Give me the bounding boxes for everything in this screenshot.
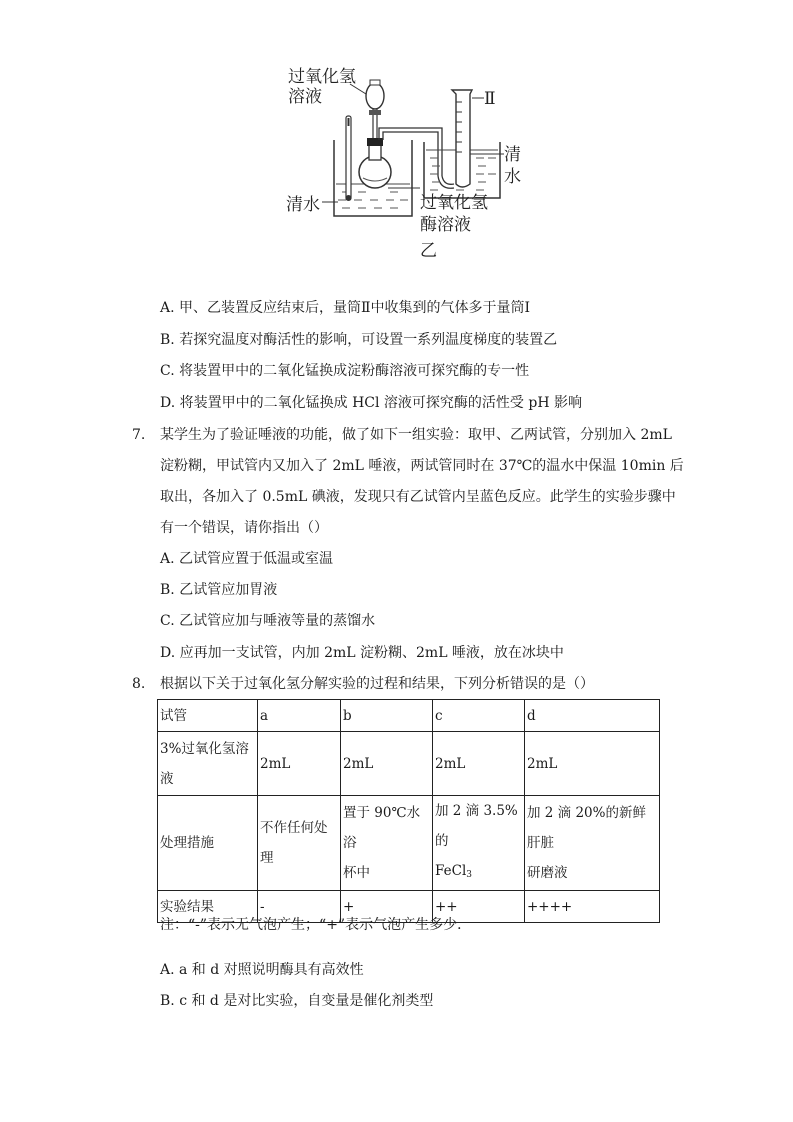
table-cell-h2o2-b: 2mL xyxy=(341,732,433,796)
q7-stem-line1: 某学生为了验证唾液的功能，做了如下一组实验：取甲、乙两试管，分别加入 2mL xyxy=(160,427,672,443)
label-water-right-2: 水 xyxy=(504,167,521,187)
treatment-d-line2: 研磨液 xyxy=(527,865,568,881)
table-header-d: d xyxy=(525,700,660,732)
table-row-treatment xyxy=(158,796,660,891)
table-cell-result-label: 实验结果 xyxy=(158,891,258,923)
label-h2o2-line1: 过氧化氢 xyxy=(288,67,356,87)
table-cell-treatment-label: 处理措施 xyxy=(158,796,258,891)
label-cylinder: Ⅱ xyxy=(484,89,496,109)
table-cell-treatment-a xyxy=(258,796,341,891)
stopper xyxy=(367,138,383,146)
table-row-h2o2 xyxy=(158,732,660,796)
q8-option-b: B. c 和 d 是对比实验，自变量是催化剂类型 xyxy=(160,993,434,1009)
treatment-a-line2: 理 xyxy=(260,850,274,866)
table-header-tube: 试管 xyxy=(158,700,258,732)
q7-stem-line4: 有一个错误，请你指出（） xyxy=(160,520,328,536)
q8-stem: 根据以下关于过氧化氢分解实验的过程和结果，下列分析错误的是（） xyxy=(160,676,594,692)
graduated-cylinder xyxy=(452,90,472,187)
table-cell-result-c: ++ xyxy=(433,891,525,923)
stopcock xyxy=(369,110,381,115)
label-h2o2-line2: 溶液 xyxy=(288,87,322,107)
treatment-c-line2 xyxy=(435,856,522,890)
table-cell-result-b: + xyxy=(341,891,433,923)
table-header-a: a xyxy=(258,700,341,732)
table-row-header xyxy=(158,700,660,732)
treatment-d-line1: 加 2 滴 20%的新鲜肝脏 xyxy=(527,805,646,851)
table-header-b: b xyxy=(341,700,433,732)
q7-option-c: C. 乙试管应加与唾液等量的蒸馏水 xyxy=(160,613,376,629)
table-cell-treatment-d xyxy=(525,796,660,891)
table-cell-treatment-b xyxy=(341,796,433,891)
separatory-funnel xyxy=(366,83,384,109)
treatment-a-line1: 不作任何处 xyxy=(260,820,328,836)
table-cell-result-a: - xyxy=(258,891,341,923)
label-enzyme-line1: 过氧化氢 xyxy=(420,193,488,213)
q8-option-a: A. a 和 d 对照说明酶具有高效性 xyxy=(160,962,364,978)
fecl-subscript: 3 xyxy=(466,870,472,880)
fecl-text: FeCl xyxy=(435,863,467,879)
label-enzyme-line2: 酶溶液 xyxy=(420,215,471,235)
table-cell-treatment-c xyxy=(433,796,525,891)
q8-note: 注：“-”表示无气泡产生；“+”表示气泡产生多少． xyxy=(160,917,472,933)
label-water-left: 清水 xyxy=(286,195,320,215)
q6-option-d: D. 将装置甲中的二氧化锰换成 HCl 溶液可探究酶的活性受 pH 影响 xyxy=(160,395,582,411)
q6-option-b: B. 若探究温度对酶活性的影响，可设置一系列温度梯度的装置乙 xyxy=(160,332,558,348)
table-header-c: c xyxy=(433,700,525,732)
label-water-right-1: 清 xyxy=(504,145,521,165)
q7-number: 7. xyxy=(132,427,146,443)
table-cell-result-d: ++++ xyxy=(525,891,660,923)
q7-option-a: A. 乙试管应置于低温或室温 xyxy=(160,551,334,567)
treatment-b-line1: 置于 90℃水浴 xyxy=(343,805,421,851)
table-cell-h2o2-d: 2mL xyxy=(525,732,660,796)
q6-option-c: C. 将装置甲中的二氧化锰换成淀粉酶溶液可探究酶的专一性 xyxy=(160,363,530,379)
treatment-b-line2: 杯中 xyxy=(343,865,370,881)
treatment-c-line1: 加 2 滴 3.5%的 xyxy=(435,803,518,849)
figure-caption: 乙 xyxy=(420,241,437,261)
q7-stem-line2: 淀粉糊，甲试管内又加入了 2mL 唾液，两试管同时在 37℃的温水中保温 10min 后 xyxy=(160,458,684,474)
apparatus-diagram xyxy=(272,58,532,268)
flask xyxy=(359,156,391,188)
table-cell-h2o2-label xyxy=(158,732,258,796)
q8-number: 8. xyxy=(132,676,146,692)
q7-option-b: B. 乙试管应加胃液 xyxy=(160,582,278,598)
q7-stem-line3: 取出，各加入了 0.5mL 碘液，发现只有乙试管内呈蓝色反应。此学生的实验步骤中 xyxy=(160,489,676,505)
results-table xyxy=(157,699,660,923)
apparatus-figure xyxy=(272,58,532,268)
thermometer xyxy=(346,116,351,200)
table-cell-h2o2-a: 2mL xyxy=(258,732,341,796)
q7-option-d: D. 应再加一支试管，内加 2mL 淀粉糊、2mL 唾液，放在冰块中 xyxy=(160,645,564,661)
table-cell-h2o2-c: 2mL xyxy=(433,732,525,796)
h2o2-label-line1: 3%过氧化氢溶 xyxy=(160,740,249,757)
h2o2-label-line2: 液 xyxy=(160,770,174,787)
q6-option-a: A. 甲、乙装置反应结束后，量筒Ⅱ中收集到的气体多于量筒Ⅰ xyxy=(160,300,531,316)
